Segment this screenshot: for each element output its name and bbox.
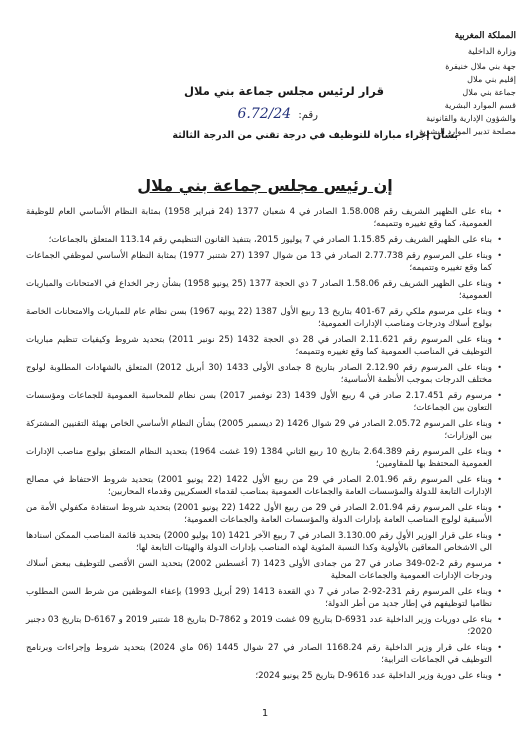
- recital-item: • وبناء على المرسوم رقم 2.01.94 الصادر في 29 من ربيع الأول 1422 (22 يونيو 2001) بتحديد شروط استفادة مكفولي الأمة من الأسبقية لولوج المناصب العامة بإدارات الدولة والمؤسسات العامة والجماعات العمومية؛: [26, 502, 502, 526]
- recital-item: • وبناء على المرسوم رقم 2.11.621 الصادر في 28 ذي الحجة 1432 (25 نونبر 2011) بتحديد شروط وكيفيات تنظيم مباريات التوظيف في المناصب العمومية كما وقع تغييره وتتميمه؛: [26, 334, 502, 358]
- decision-number: [237, 106, 318, 122]
- recital-item: • وبناء على المرسوم رقم 2.01.96 الصادر في 29 من ربيع الأول 1422 (22 يونيو 2001) بتحديد شروط الاحتفاظ في مصالح الإدارات التابعة للدولة والمؤسسات العامة والجماعات العمومية بمناصب لقدماء العسكريين وقدماء المحاربين؛: [26, 474, 502, 498]
- header-commune: جماعة بني ملال: [462, 87, 516, 97]
- header-ministry: وزارة الداخلية: [467, 46, 516, 56]
- recital-item: • بناء على دوريات وزير الداخلية عدد D-6931 بتاريخ 09 غشت 2019 و D-7862 بتاريخ 18 شتنبر 2019 و D-6167 بتاريخ 03 دجنبر 2020؛: [26, 614, 502, 638]
- administrative-header: [408, 30, 516, 138]
- header-affairs: والشؤون الإدارية والقانونية: [426, 113, 516, 123]
- recital-item: • مرسوم رقم 2-02-349 صادر في 27 من جمادى الأولى 1423 (7 أغسطس 2002) بتحديد السن الأقصى للتوظيف ببعض أسلاك ودرجات الإدارات العمومية والجماعات المحلية: [26, 558, 502, 582]
- recitals-list: [26, 206, 502, 686]
- page-number: 1: [261, 708, 269, 719]
- main-heading: إن رئيس مجلس جماعة بني ملال: [137, 176, 393, 195]
- header-kingdom: المملكة المغربية: [454, 31, 516, 41]
- recital-item: • وبناء على المرسوم رقم 2.12.90 الصادر بتاريخ 8 جمادى الأولى 1433 (30 أبريل 2012) المتعلق بالشهادات المطلوبة لولوج مختلف الدرجات بموجب الأنظمة الأساسية؛: [26, 362, 502, 386]
- recital-item: • وبناء على مرسوم ملكي رقم 67-401 بتاريخ 13 ربيع الأول 1387 (22 يونيه 1967) بسن نظام عام للمباريات والامتحانات الخاصة بولوج أسلاك ودرجات ومناصب الإدارات العمومية؛: [26, 306, 502, 330]
- recital-item: • وبناء على دورية وزير الداخلية عدد D-9616 بتاريخ 25 يونيو 2024؛: [26, 670, 502, 682]
- decision-number-label: رقم:: [298, 110, 318, 121]
- recital-item: • بناء على الظهير الشريف رقم 1.58.008 الصادر في 4 شعبان 1377 (24 فبراير 1958) بمثابة النظام الأساسي العام للوظيفة العمومية، كما وقع تغييره وتتميمه؛: [26, 206, 502, 230]
- recital-item: • مرسوم رقم 2.17.451 صادر في 4 ربيع الأول 1439 (23 نوفمبر 2017) بسن نظام للمحاسبة العمومية للجماعات ومؤسسات التعاون بين الجماعات؛: [26, 390, 502, 414]
- header-division: قسم الموارد البشرية: [444, 100, 516, 110]
- decision-title: قرار لرئيس مجلس جماعة بني ملال: [184, 84, 384, 98]
- recital-item: • بناء على الظهير الشريف رقم 1.15.85 الصادر في 7 يوليوز 2015، بتنفيذ القانون التنظيمي رقم 113.14 المتعلق بالجماعات؛: [26, 234, 502, 246]
- recital-item: • وبناء على قرار وزير الداخلية رقم 1168.24 الصادر في 27 شوال 1445 (06 ماي 2024) بتحديد شروط وإجراءات وبرنامج التوظيف في الجماعات الترابية؛: [26, 642, 502, 666]
- decision-number-value: 6.72/24: [237, 106, 292, 122]
- recital-item: • وبناء على المرسوم رقم 231-92-2 صادر في 7 ذي القعدة 1413 (29 أبريل 1993) بإعفاء الموظفين من شرط السن المطلوب نظاميا لتوظيفهم في إطار جديد من أطر الدولة؛: [26, 586, 502, 610]
- recital-item: • وبناء على قرار الوزير الأول رقم 3.130.00 الصادر في 7 ربيع الآخر 1421 (10 يوليو 2000) بتحديد قائمة المناصب الممكن اسنادها الى الاشخاص المعاقين بالأولوية وكذا النسبة المئوية لهذه المناصب بإدارات الدولة والهيئات التابعة لها؛: [26, 530, 502, 554]
- header-province: إقليم بني ملال: [467, 74, 516, 84]
- header-service: مصلحة تدبير الموارد البشرية: [419, 126, 516, 136]
- recital-item: • وبناء على المرسوم رقم 2.64.389 بتاريخ 10 ربيع الثاني 1384 (19 غشت 1964) بتحديد النظام المتعلق بولوج مناصب الإدارات العمومية المحتفظ بها للمقاومين؛: [26, 446, 502, 470]
- recital-item: • وبناء على المرسوم رقم 2.77.738 الصادر في 13 من شوال 1397 (27 شتنبر 1977) بمثابة النظام الأساسي لموظفي الجماعات كما وقع تغييره وتتميمه؛: [26, 250, 502, 274]
- decision-subject: بشأن إجراء مباراة للتوظيف في درجة تقني من الدرجة الثالثة: [172, 130, 458, 141]
- recital-item: • وبناء على المرسوم 2.05.72 الصادر في 29 شوال 1426 (2 ديسمبر 2005) بشأن النظام الأساسي الخاص بهيئة التقنيين المشتركة بين الوزارات؛: [26, 418, 502, 442]
- header-region: جهة بني ملال خنيفرة: [445, 61, 516, 71]
- recital-item: • وبناء على الظهير الشريف رقم 1.58.06 الصادر 7 ذي الحجة 1377 (25 يونيو 1958) بشأن زجر الخداع في الامتحانات والمباريات العمومية؛: [26, 278, 502, 302]
